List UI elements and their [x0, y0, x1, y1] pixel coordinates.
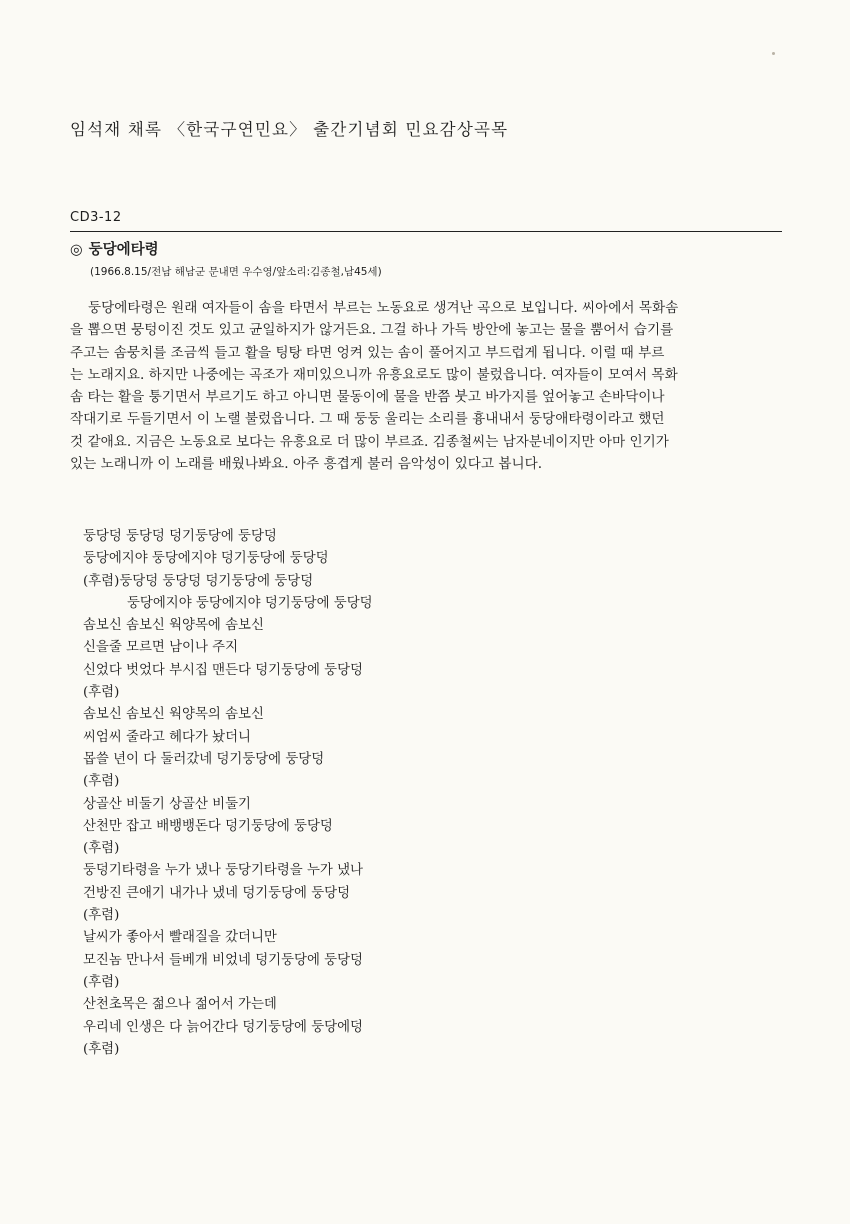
- lyric-line: 둥당에지야 둥당에지야 덩기둥당에 둥당덩: [127, 595, 373, 611]
- description-line: 는 노래지요. 하지만 나중에는 곡조가 재미있으니까 유흥요로도 많이 불렀읍니다. 여자들이 모여서 목화: [70, 366, 678, 383]
- lyric-line: 상골산 비둘기 상골산 비둘기: [83, 796, 251, 812]
- lyric-line: 신을줄 모르면 남이나 주지: [83, 640, 239, 656]
- track-code: CD3-12: [70, 210, 122, 225]
- lyric-line: 둥덩기타령을 누가 냈나 둥당기타령을 누가 냈나: [83, 863, 363, 879]
- description-line: 을 뽑으면 뭉텅이진 것도 있고 균일하지가 않거든요. 그걸 하나 가득 방안에 놓고는 물을 뿜어서 습기를: [70, 322, 674, 339]
- lyric-line: 신었다 벗었다 부시집 맨든다 덩기둥당에 둥당덩: [83, 662, 363, 678]
- lyric-line: 날씨가 좋아서 빨래질을 갔더니만: [83, 930, 277, 946]
- lyric-line: 몹쓸 년이 다 둘러갔네 덩기둥당에 둥당덩: [83, 751, 325, 767]
- lyric-line: (후렴): [83, 908, 120, 924]
- lyric-line: (후렴): [83, 841, 120, 857]
- lyric-line: 산천초목은 젊으나 젊어서 가는데: [83, 997, 277, 1013]
- lyric-line: 건방진 큰애기 내가나 냈네 덩기둥당에 둥당덩: [83, 885, 351, 901]
- lyric-line: 산천만 잡고 배뱅뱅돈다 덩기둥당에 둥당덩: [83, 818, 333, 834]
- paper-speck: [772, 52, 775, 55]
- description-line: 것 같애요. 지금은 노동요로 보다는 유흥요로 더 많이 부르죠. 김종철씨는 남자분네이지만 아마 인기가: [70, 433, 669, 450]
- description-line: 둥당에타령은 원래 여자들이 솜을 타면서 부르는 노동요로 생겨난 곡으로 보입니다. 씨아에서 목화솜: [88, 300, 679, 316]
- lyric-line: 둥당에지야 둥당에지야 덩기둥당에 둥당덩: [83, 551, 329, 567]
- song-title: [70, 238, 159, 259]
- description-paragraph: [70, 297, 785, 475]
- lyric-line: (후렴): [83, 974, 120, 990]
- page-title: 임석재 채록 〈한국구연민요〉 출간기념회 민요감상곡목: [70, 120, 509, 139]
- lyric-line: (후렴): [83, 1041, 120, 1057]
- divider-line: [70, 231, 782, 232]
- recording-info: (1966.8.15/전남 해남군 문내면 우수영/앞소리:김종철,남45세): [90, 266, 382, 278]
- lyric-line: (후렴): [83, 685, 120, 701]
- lyric-line: 솜보신 솜보신 웍양목의 솜보신: [83, 707, 264, 723]
- lyrics-block: [83, 526, 373, 1061]
- lyric-line: 둥당덩 둥당덩 덩기둥당에 둥당덩: [83, 529, 277, 544]
- description-line: 솜 타는 활을 퉁기면서 부르기도 하고 아니면 물동이에 물을 반쯤 붓고 바가지를 엎어놓고 손바닥이나: [70, 389, 665, 406]
- description-line: 있는 노래니까 이 노래를 배웠나봐요. 아주 흥겹게 불러 음악성이 있다고 봅니다.: [70, 456, 543, 473]
- lyric-line: 씨엄씨 줄라고 헤다가 놨더니: [83, 729, 251, 745]
- description-line: 주고는 솜뭉치를 조금씩 들고 활을 팅탕 타면 엉켜 있는 솜이 풀어지고 부드럽게 됩니다. 이럴 때 부르: [70, 344, 665, 361]
- lyric-line: 모진놈 만나서 들베개 비었네 덩기둥당에 둥당덩: [83, 952, 363, 968]
- lyric-line: 솜보신 솜보신 웍양목에 솜보신: [83, 618, 264, 634]
- song-title-text: 둥당에타령: [88, 242, 159, 258]
- lyric-line: (후렴)둥당덩 둥당덩 덩기둥당에 둥당덩: [83, 573, 314, 589]
- bullseye-mark: ◎: [70, 242, 83, 258]
- description-line: 작대기로 두들기면서 이 노랠 불렀읍니다. 그 때 둥둥 울리는 소리를 흉내내서 둥당애타령이라고 했던: [70, 411, 665, 428]
- lyric-line: (후렴): [83, 774, 120, 790]
- lyric-line: 우리네 인생은 다 늙어간다 덩기둥당에 둥당에덩: [83, 1019, 363, 1035]
